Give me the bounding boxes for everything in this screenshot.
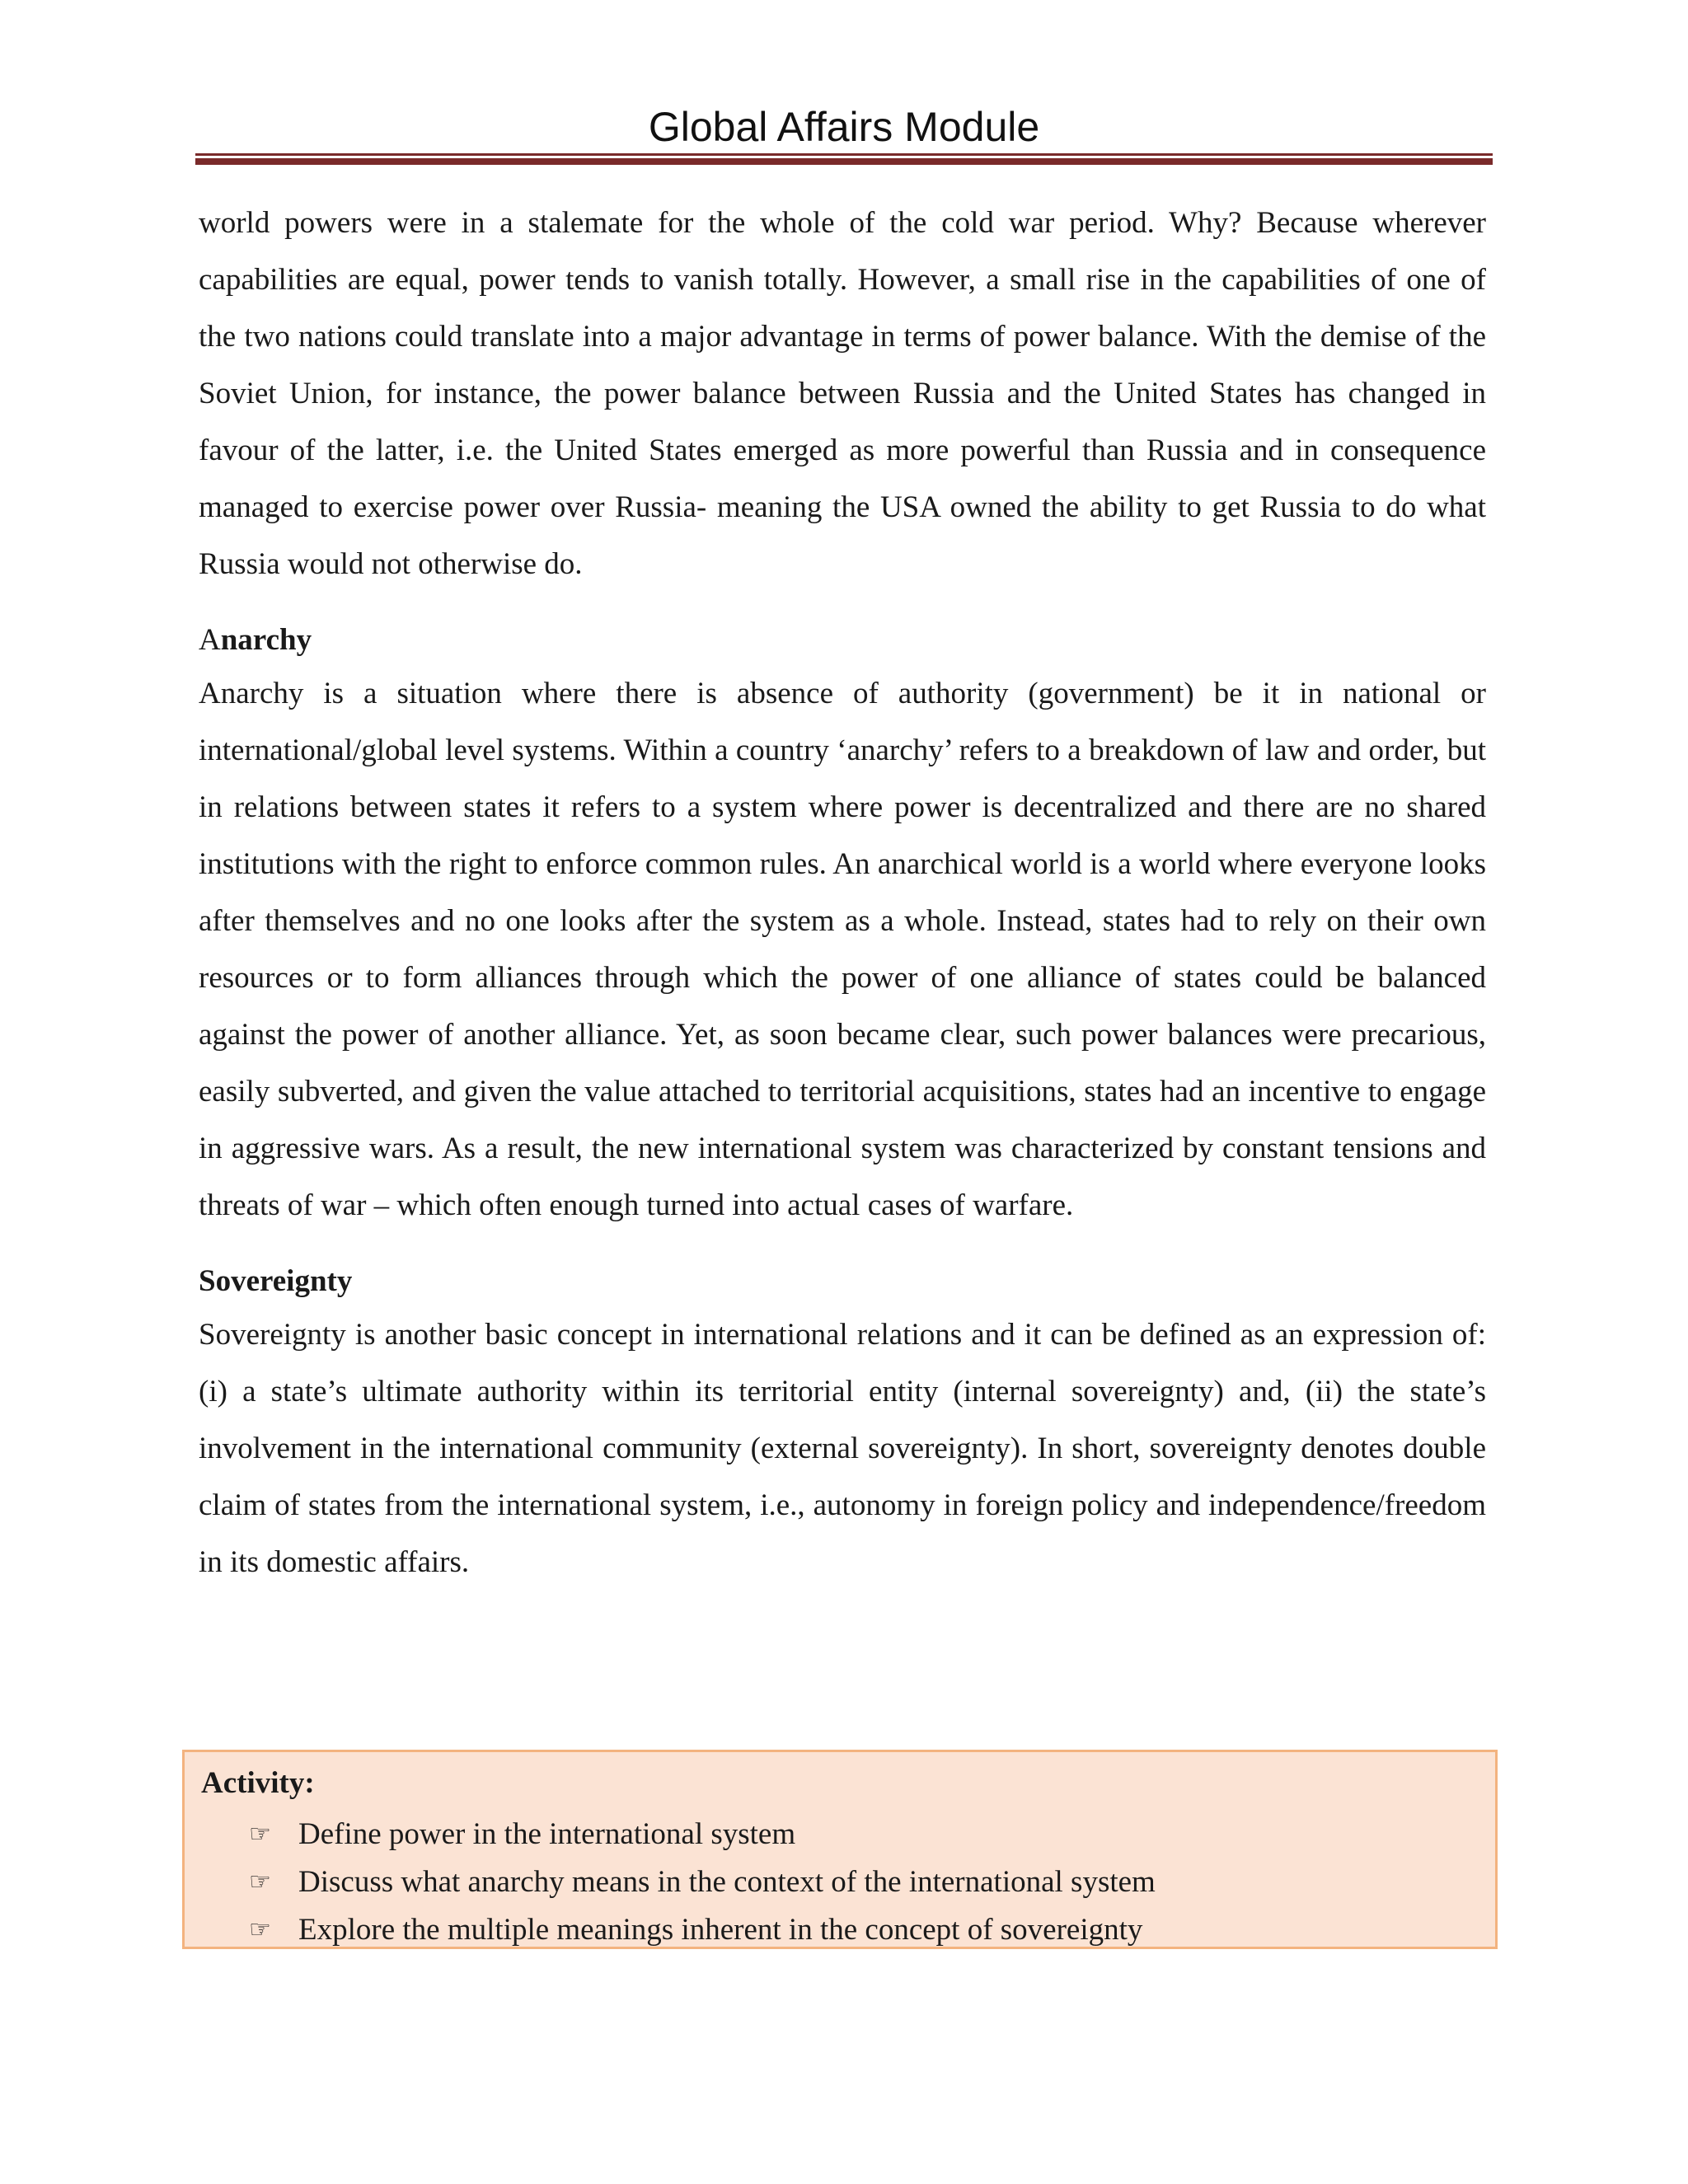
activity-box (182, 1750, 1498, 1949)
anarchy-paragraph: Anarchy is a situation where there is absence of authority (government) be it in national or international/global level systems. Within a country ‘anarchy’ refers to a breakdown of law and order, but in relations between states it refers to a system where power is decentralized and there are no shared institutions with the right to enforce common rules. An anarchical world is a world where everyone looks after themselves and no one looks after the system as a whole. Instead, states had to rely on their own resources or to form alliances through which the power of one alliance of states could be balanced against the power of another alliance. Yet, as soon became clear, such power balances were precarious, easily subverted, and given the value attached to territorial acquisitions, states had an incentive to engage in aggressive wars. As a result, the new international system was characterized by constant tensions and threats of war – which often enough turned into actual cases of warfare. (199, 677, 1486, 1222)
pointing-hand-icon: ☞ (249, 1819, 271, 1849)
intro-paragraph: world powers were in a stalemate for the whole of the cold war period. Why? Because wherever capabilities are equal, power tends to vanish totally. However, a small rise in the capabilities of one of the two nations could translate into a major advantage in terms of power balance. With the demise of the Soviet Union, for instance, the power balance between Russia and the United States has changed in favour of the latter, i.e. the United States emerged as more powerful than Russia and in consequence managed to exercise power over Russia- meaning the USA owned the ability to get Russia to do what Russia would not otherwise do. (199, 206, 1486, 581)
activity-item-text: Define power in the international system (298, 1816, 796, 1851)
list-item (249, 1810, 1156, 1858)
activity-title: Activity: (201, 1766, 315, 1800)
header-rule-thin (195, 153, 1493, 156)
header-rule-thick (195, 158, 1493, 165)
page-header-title: Global Affairs Module (648, 104, 1040, 150)
sovereignty-heading: Sovereignty (199, 1264, 353, 1298)
anarchy-heading-rest: narchy (220, 623, 312, 657)
pointing-hand-icon: ☞ (249, 1867, 271, 1896)
document-body (199, 194, 1486, 1591)
activity-list (249, 1810, 1156, 1953)
activity-item-text: Discuss what anarchy means in the context of the international system (298, 1864, 1156, 1899)
anarchy-heading-initial: A (199, 623, 221, 657)
pointing-hand-icon: ☞ (249, 1915, 271, 1944)
list-item (249, 1905, 1156, 1953)
anarchy-heading (199, 616, 1486, 665)
sovereignty-paragraph: Sovereignty is another basic concept in international relations and it can be defined as an expression of: (i) a state’s ultimate authority within its territorial entity (internal sovereignty) and, (ii) the state’s involvement in the international community (external sovereignty). In short, sovereignty denotes double claim of states from the international system, i.e., autonomy in foreign policy and independence/freedom in its domestic affairs. (199, 1318, 1486, 1579)
activity-item-text: Explore the multiple meanings inherent in the concept of sovereignty (298, 1912, 1143, 1947)
list-item (249, 1858, 1156, 1905)
